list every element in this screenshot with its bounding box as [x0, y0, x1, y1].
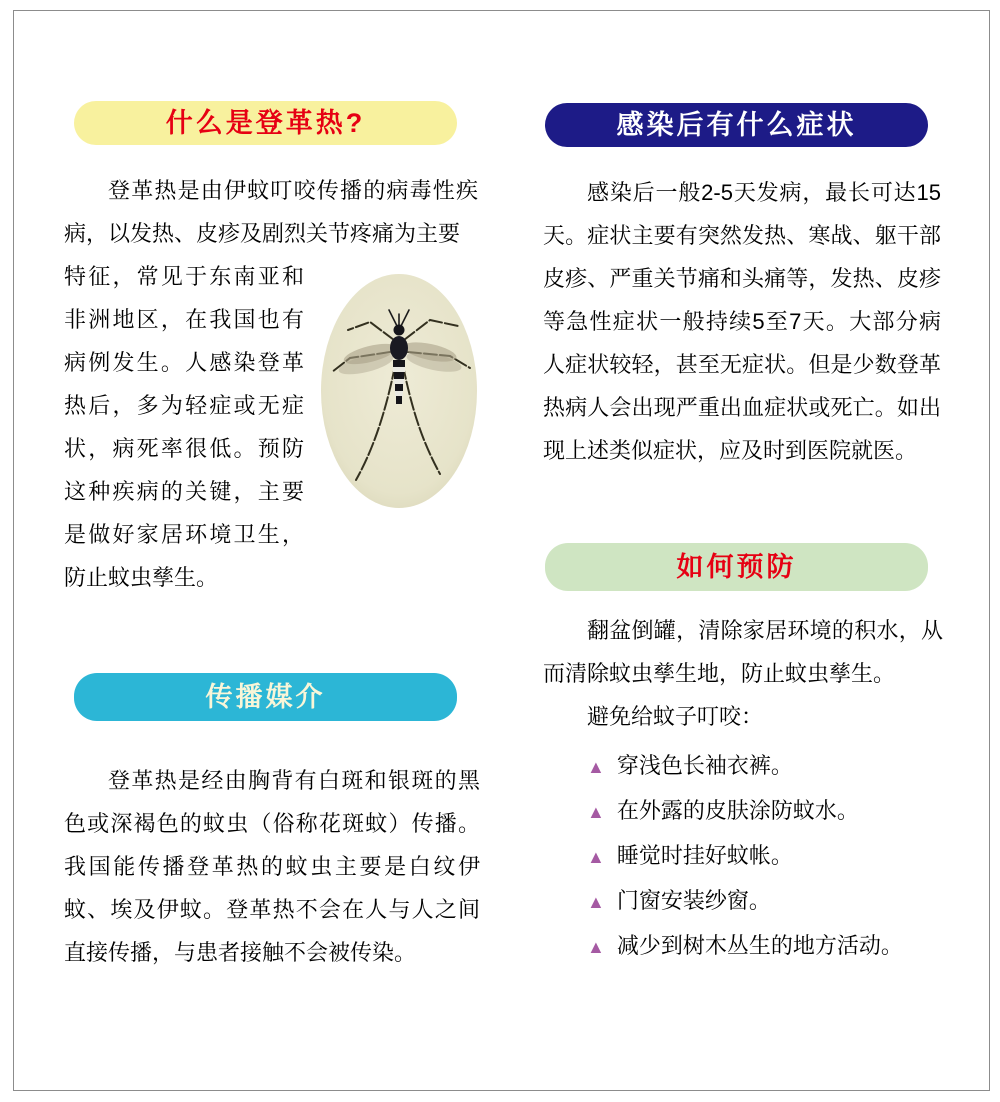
- mosquito-photo-illustration: [318, 272, 480, 512]
- section-title-prevention: 如何预防: [545, 543, 928, 591]
- prevention-tip-item: [587, 789, 943, 834]
- triangle-bullet-icon: ▲: [587, 802, 605, 822]
- what-is-paragraph-start: 登革热是由伊蚊叮咬传播的病毒性疾病，以发热、皮疹及剧烈关节疼痛为主要: [64, 178, 478, 246]
- triangle-bullet-icon: ▲: [587, 937, 605, 957]
- prevention-subheading: 避免给蚊子叮咬：: [587, 704, 764, 729]
- what-is-paragraph-wrap: 特征，常见于东南亚和非洲地区，在我国也有病例发生。人感染登革热后，多为轻症或无症状，病死率很低。预防这种疾病的关键，主要是做好家居环境卫生，防止蚊虫孳生。: [64, 264, 304, 590]
- prevention-tips-list: [543, 744, 943, 969]
- vector-paragraph: 登革热是经由胸背有白斑和银斑的黑色或深褐色的蚊虫（俗称花斑蚊）传播。我国能传播登革热的蚊虫主要是白纹伊蚊、埃及伊蚊。登革热不会在人与人之间直接传播，与患者接触不会被传染。: [64, 768, 480, 965]
- prevention-tip-text: 在外露的皮肤涂防蚊水。: [616, 798, 859, 823]
- triangle-bullet-icon: ▲: [587, 892, 605, 912]
- prevention-paragraph: 翻盆倒罐，清除家居环境的积水，从而清除蚊虫孳生地，防止蚊虫孳生。: [543, 618, 943, 686]
- prevention-tip-text: 穿浅色长袖衣裤。: [616, 753, 793, 778]
- what-is-dengue-body: [64, 169, 478, 599]
- section-title-symptoms: 感染后有什么症状: [545, 103, 928, 147]
- symptoms-paragraph: 感染后一般2-5天发病，最长可达15天。症状主要有突然发热、寒战、躯干部皮疹、严重关节痛和头痛等，发热、皮疹等急性症状一般持续5至7天。大部分病人症状较轻，甚至无症状。但是少数登革热病人会出现严重出血症状或死亡。如出现上述类似症状，应及时到医院就医。: [543, 180, 941, 463]
- section-title-vector: 传播媒介: [74, 673, 457, 721]
- symptoms-body: [543, 171, 941, 472]
- section-title-what-is-dengue: 什么是登革热?: [74, 101, 457, 145]
- prevention-tip-item: [587, 924, 943, 969]
- prevention-tip-item: [587, 879, 943, 924]
- prevention-tip-text: 睡觉时挂好蚊帐。: [616, 843, 793, 868]
- triangle-bullet-icon: ▲: [587, 757, 605, 777]
- page-border: [13, 10, 990, 1091]
- prevention-tip-item: [587, 744, 943, 789]
- prevention-tip-text: 减少到树木丛生的地方活动。: [616, 933, 903, 958]
- triangle-bullet-icon: ▲: [587, 847, 605, 867]
- vector-body: [64, 759, 480, 974]
- prevention-tip-text: 门窗安装纱窗。: [616, 888, 771, 913]
- prevention-body: [543, 609, 943, 969]
- what-is-wrap-row: [64, 255, 478, 599]
- prevention-tip-item: [587, 834, 943, 879]
- mosquito-photo: [318, 272, 480, 512]
